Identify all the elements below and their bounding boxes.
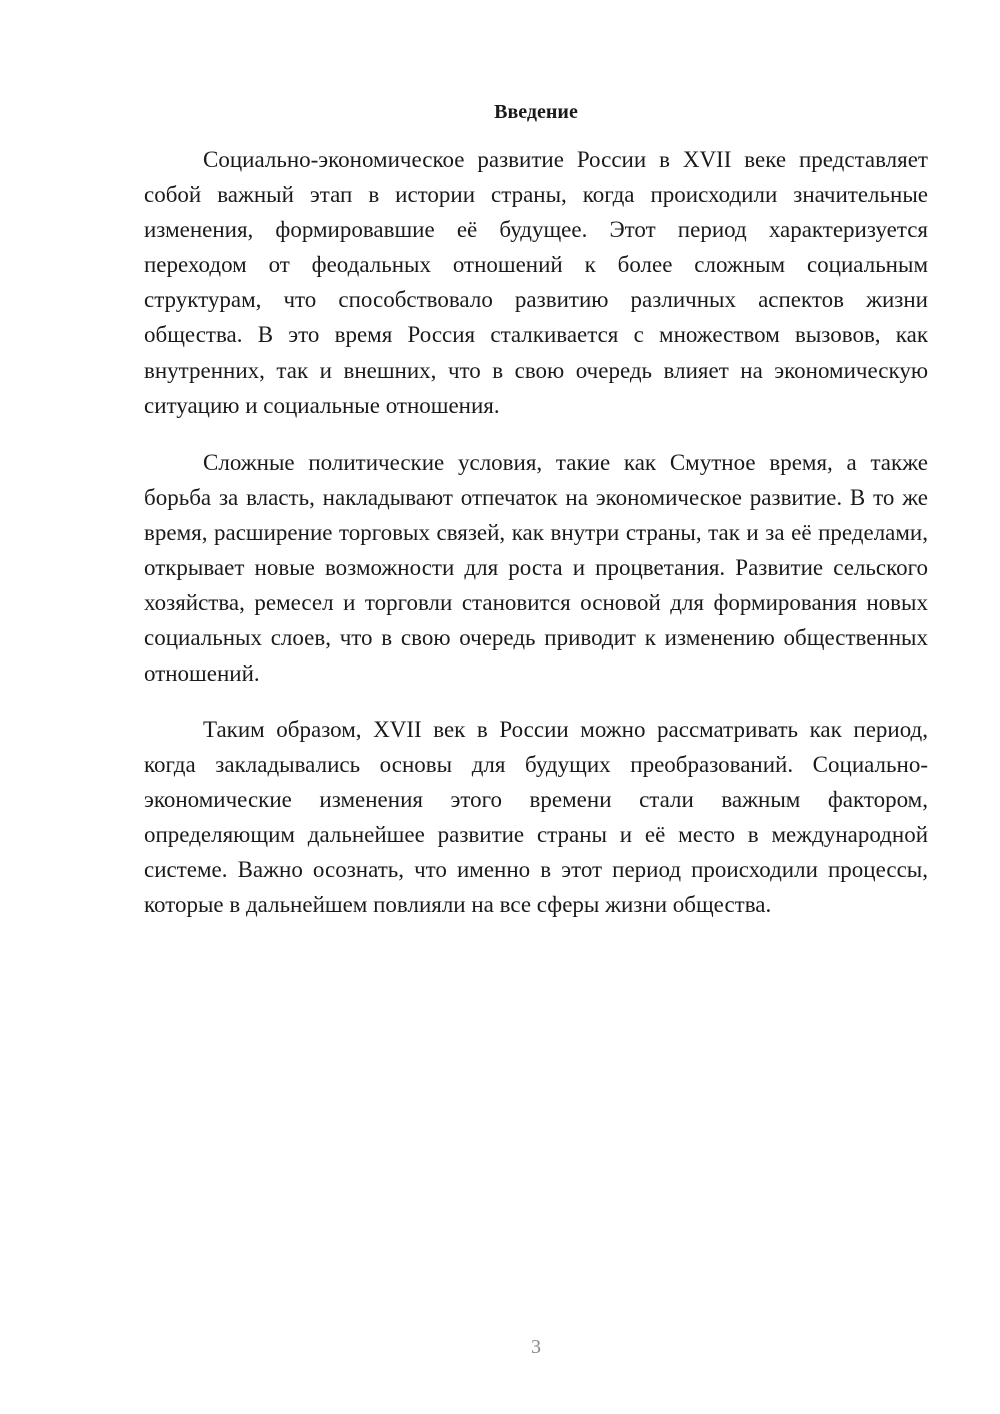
page-number: 3: [531, 1336, 541, 1358]
paragraph-2: Сложные политические условия, такие как Смутное время, а также борьба за власть, накладывают отпечаток на экономическое развитие. В то же время, расширение торговых связей, как внутри страны, так и за её пределами, открывает новые возможности для роста и процветания. Развитие сельского хозяйства, ремесел и торговли становится основой для формирования новых социальных слоев, что в свою очередь приводит к изменению общественных отношений.: [144, 450, 928, 686]
paragraph-3: Таким образом, XVII век в России можно рассматривать как период, когда закладывались основы для будущих преобразований. Социально-экономические изменения этого времени стали важным фактором, определяющим дальнейшее развитие страны и её место в международной системе. Важно осознать, что именно в этот период происходили процессы, которые в дальнейшем повлияли на все сферы жизни общества.: [144, 717, 928, 918]
paragraph-1: Социально-экономическое развитие России в XVII веке представляет собой важный этап в истории страны, когда происходили значительные изменения, формировавшие её будущее. Этот период характеризуется переходом от феодальных отношений к более сложным социальным структурам, что способствовало развитию различных аспектов жизни общества. В это время Россия сталкивается с множеством вызовов, как внутренних, так и внешних, что в свою очередь влияет на экономическую ситуацию и социальные отношения.: [144, 147, 928, 418]
section-heading: Введение: [494, 101, 578, 123]
